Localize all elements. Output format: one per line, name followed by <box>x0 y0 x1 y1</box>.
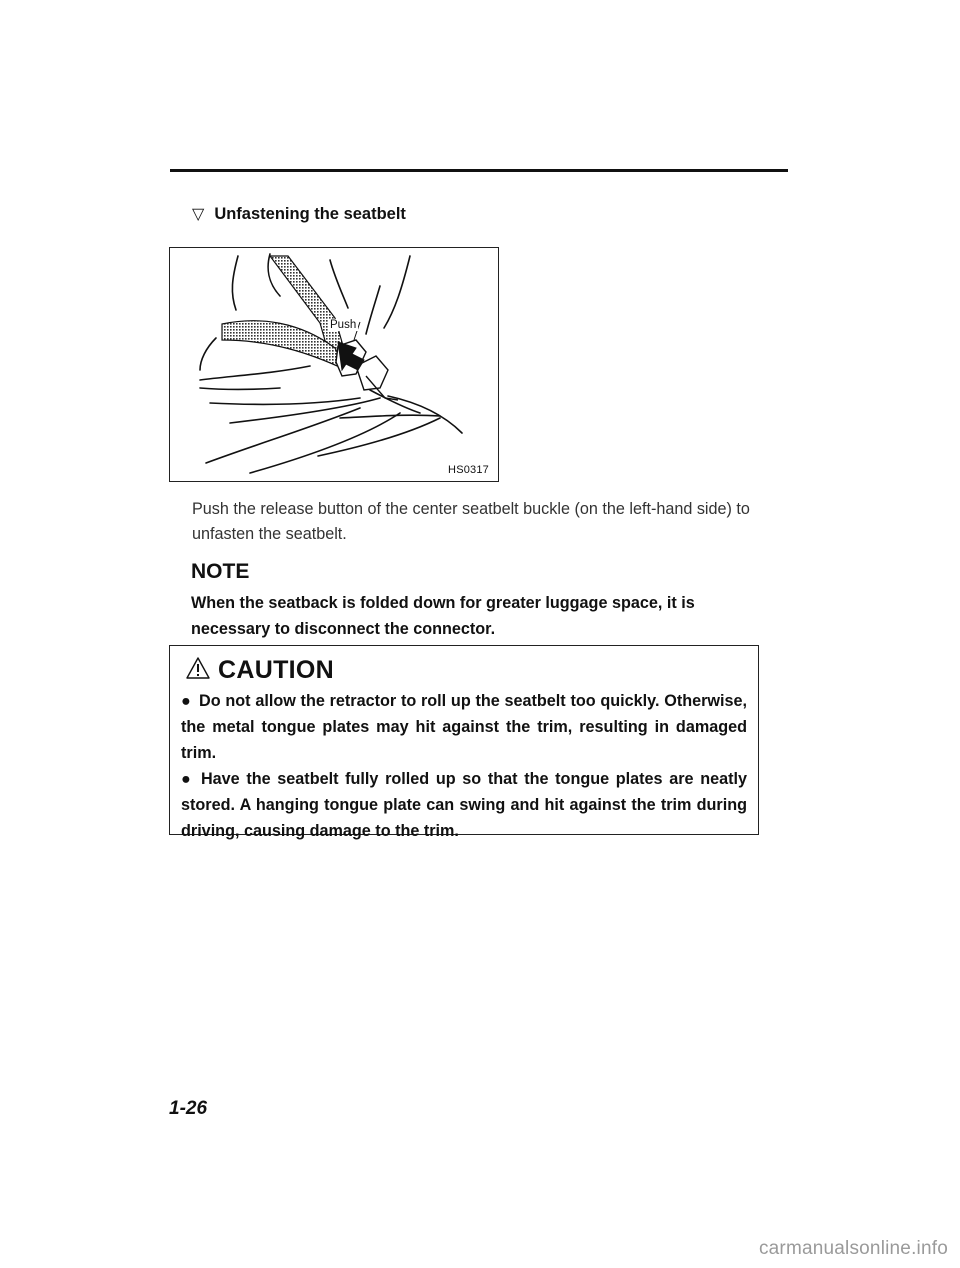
caution-box <box>169 645 759 840</box>
caution-title: CAUTION <box>218 656 334 684</box>
instruction-paragraph: Push the release button of the center seatbelt buckle (on the left-hand side) to unfasten the seatbelt. <box>192 500 750 543</box>
note-title: NOTE <box>191 560 250 583</box>
top-rule <box>170 169 788 172</box>
watermark: carmanualsonline.info <box>758 1238 948 1259</box>
caution-item-text: Do not allow the retractor to roll up the seatbelt too quickly. Otherwise, the metal tongue plates may hit against the trim, resulting in damaged trim. <box>181 692 747 762</box>
caution-item <box>181 688 747 766</box>
warning-triangle-icon <box>185 656 211 680</box>
triangle-marker-icon: ▽ <box>192 206 205 223</box>
caution-body <box>181 688 747 844</box>
caution-item <box>181 766 747 844</box>
seatbelt-drawing <box>170 248 499 482</box>
bullet-icon: ● <box>181 770 193 788</box>
section-heading <box>192 204 406 224</box>
page-number: 1-26 <box>169 1098 208 1119</box>
figure-code: HS0317 <box>448 464 489 476</box>
caution-item-text: Have the seatbelt fully rolled up so that the tongue plates are neatly stored. A hanging tongue plate can swing and hit against the trim during driving, causing damage to the trim. <box>181 770 748 840</box>
bullet-icon: ● <box>181 692 192 710</box>
push-callout-label: Push <box>330 319 357 331</box>
section-heading-text: Unfastening the seatbelt <box>214 205 406 223</box>
note-text: When the seatback is folded down for greater luggage space, it is necessary to disconnect the connector. <box>191 594 695 638</box>
seatbelt-illustration <box>169 247 499 482</box>
